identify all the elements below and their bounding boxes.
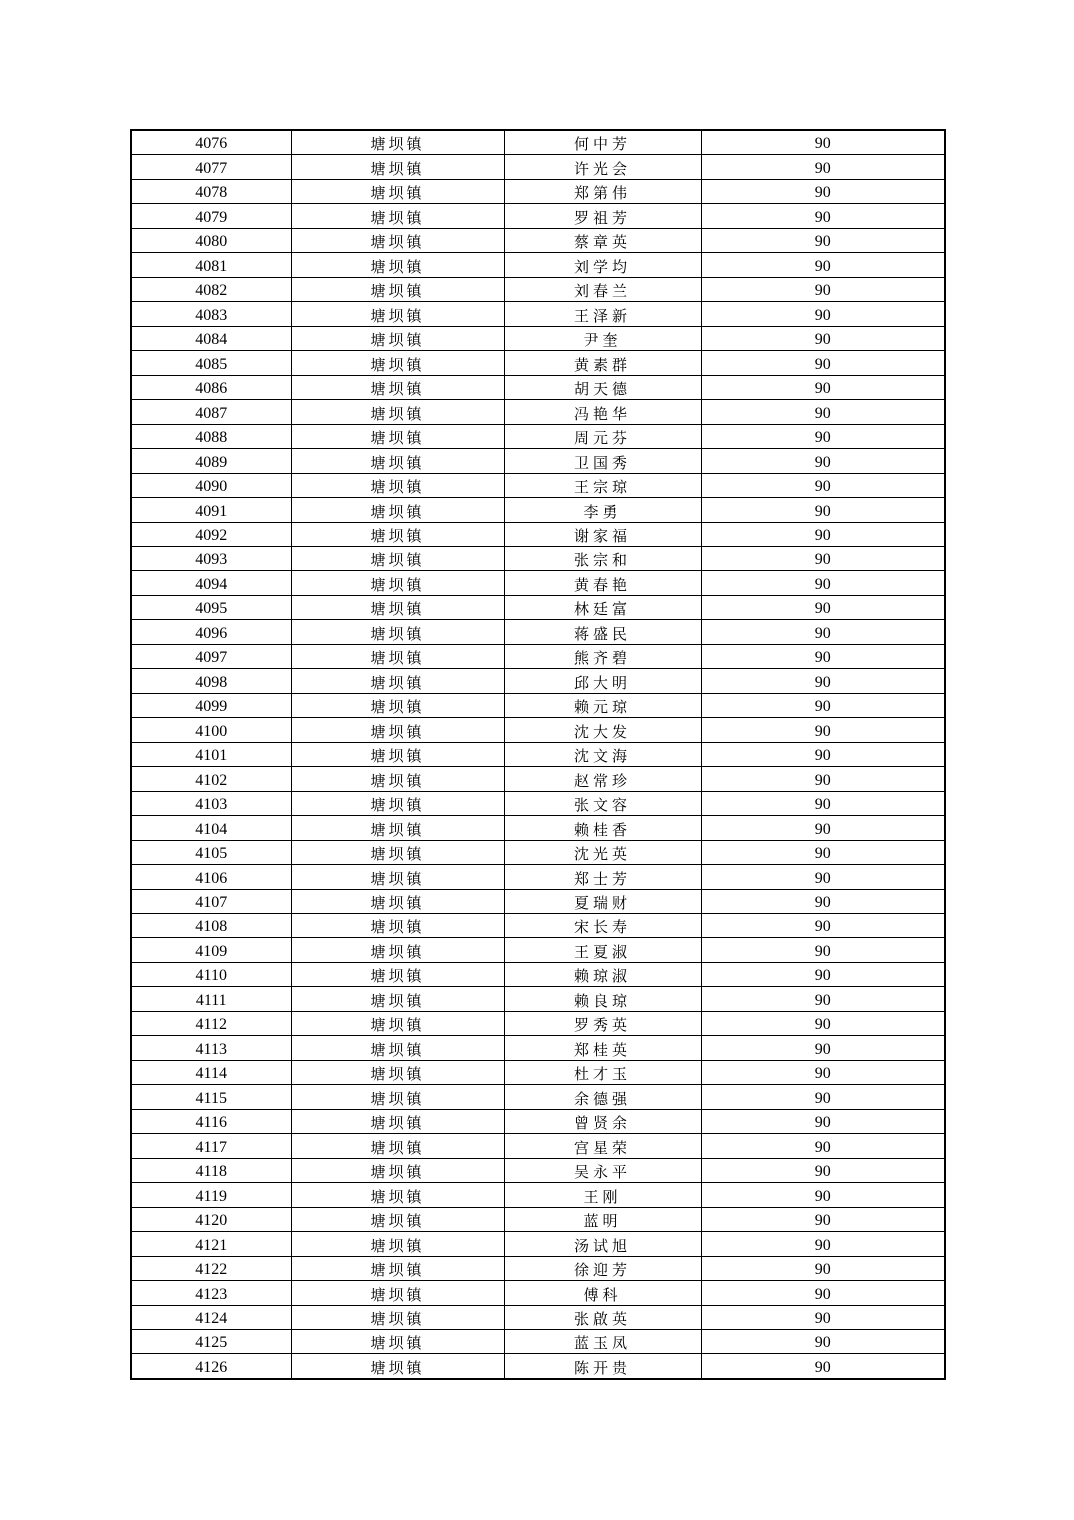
person-name-cell: 沈大发 [504,718,701,742]
table-row [131,571,945,595]
row-number-cell: 4092 [131,522,291,546]
row-number-cell: 4107 [131,889,291,913]
score-cell: 90 [701,718,945,742]
row-number-cell: 4114 [131,1060,291,1084]
person-name-cell: 陈开贵 [504,1354,701,1379]
person-name-cell: 罗秀英 [504,1011,701,1035]
person-name-cell: 宋长寿 [504,914,701,938]
score-cell: 90 [701,1207,945,1231]
person-name-cell: 张啟英 [504,1305,701,1329]
person-name-cell: 何中芳 [504,130,701,155]
score-cell: 90 [701,987,945,1011]
table-row [131,1281,945,1305]
score-cell: 90 [701,840,945,864]
town-cell: 塘坝镇 [291,1183,504,1207]
town-cell: 塘坝镇 [291,1354,504,1379]
town-cell: 塘坝镇 [291,375,504,399]
town-cell: 塘坝镇 [291,424,504,448]
table-row [131,962,945,986]
person-name-cell: 夏瑞财 [504,889,701,913]
table-row [131,522,945,546]
town-cell: 塘坝镇 [291,302,504,326]
row-number-cell: 4082 [131,277,291,301]
score-cell: 90 [701,1158,945,1182]
table-row [131,253,945,277]
row-number-cell: 4094 [131,571,291,595]
town-cell: 塘坝镇 [291,1060,504,1084]
table-row [131,742,945,766]
score-cell: 90 [701,914,945,938]
row-number-cell: 4121 [131,1232,291,1256]
table-row [131,473,945,497]
score-cell: 90 [701,669,945,693]
row-number-cell: 4115 [131,1085,291,1109]
person-name-cell: 王宗琼 [504,473,701,497]
town-cell: 塘坝镇 [291,1207,504,1231]
row-number-cell: 4095 [131,595,291,619]
row-number-cell: 4078 [131,179,291,203]
table-row [131,130,945,155]
score-cell: 90 [701,1085,945,1109]
table-row [131,351,945,375]
town-cell: 塘坝镇 [291,987,504,1011]
score-cell: 90 [701,644,945,668]
roster-table-body [131,130,945,1379]
row-number-cell: 4102 [131,767,291,791]
row-number-cell: 4126 [131,1354,291,1379]
person-name-cell: 赖桂香 [504,816,701,840]
row-number-cell: 4108 [131,914,291,938]
town-cell: 塘坝镇 [291,620,504,644]
table-row [131,669,945,693]
roster-table [130,129,946,1380]
table-row [131,1183,945,1207]
table-row [131,449,945,473]
row-number-cell: 4110 [131,962,291,986]
town-cell: 塘坝镇 [291,791,504,815]
town-cell: 塘坝镇 [291,1036,504,1060]
town-cell: 塘坝镇 [291,669,504,693]
person-name-cell: 蔡章英 [504,228,701,252]
town-cell: 塘坝镇 [291,962,504,986]
row-number-cell: 4080 [131,228,291,252]
person-name-cell: 王夏淑 [504,938,701,962]
table-row [131,424,945,448]
person-name-cell: 郑第伟 [504,179,701,203]
town-cell: 塘坝镇 [291,1158,504,1182]
table-row [131,1158,945,1182]
table-row [131,644,945,668]
score-cell: 90 [701,816,945,840]
table-row [131,1060,945,1084]
person-name-cell: 赖良琼 [504,987,701,1011]
town-cell: 塘坝镇 [291,1305,504,1329]
row-number-cell: 4122 [131,1256,291,1280]
score-cell: 90 [701,351,945,375]
table-row [131,1109,945,1133]
score-cell: 90 [701,571,945,595]
score-cell: 90 [701,179,945,203]
table-row [131,546,945,570]
person-name-cell: 胡天德 [504,375,701,399]
town-cell: 塘坝镇 [291,914,504,938]
town-cell: 塘坝镇 [291,571,504,595]
person-name-cell: 蒋盛民 [504,620,701,644]
table-row [131,375,945,399]
table-row [131,204,945,228]
table-row [131,1232,945,1256]
town-cell: 塘坝镇 [291,326,504,350]
row-number-cell: 4101 [131,742,291,766]
score-cell: 90 [701,473,945,497]
score-cell: 90 [701,1354,945,1379]
row-number-cell: 4119 [131,1183,291,1207]
row-number-cell: 4081 [131,253,291,277]
person-name-cell: 余德强 [504,1085,701,1109]
score-cell: 90 [701,693,945,717]
row-number-cell: 4100 [131,718,291,742]
table-row [131,302,945,326]
person-name-cell: 郑士芳 [504,865,701,889]
person-name-cell: 蓝明 [504,1207,701,1231]
table-row [131,840,945,864]
score-cell: 90 [701,1011,945,1035]
person-name-cell: 罗祖芳 [504,204,701,228]
person-name-cell: 尹奎 [504,326,701,350]
table-row [131,595,945,619]
person-name-cell: 赵常珍 [504,767,701,791]
row-number-cell: 4124 [131,1305,291,1329]
person-name-cell: 曾贤余 [504,1109,701,1133]
score-cell: 90 [701,498,945,522]
table-row [131,326,945,350]
score-cell: 90 [701,767,945,791]
score-cell: 90 [701,1109,945,1133]
person-name-cell: 周元芬 [504,424,701,448]
person-name-cell: 张文容 [504,791,701,815]
table-row [131,228,945,252]
person-name-cell: 邱大明 [504,669,701,693]
row-number-cell: 4098 [131,669,291,693]
table-row [131,791,945,815]
town-cell: 塘坝镇 [291,204,504,228]
town-cell: 塘坝镇 [291,742,504,766]
row-number-cell: 4086 [131,375,291,399]
person-name-cell: 谢家福 [504,522,701,546]
town-cell: 塘坝镇 [291,522,504,546]
score-cell: 90 [701,1281,945,1305]
town-cell: 塘坝镇 [291,228,504,252]
row-number-cell: 4083 [131,302,291,326]
row-number-cell: 4120 [131,1207,291,1231]
row-number-cell: 4091 [131,498,291,522]
person-name-cell: 宫星荣 [504,1134,701,1158]
score-cell: 90 [701,1134,945,1158]
table-row [131,400,945,424]
score-cell: 90 [701,326,945,350]
town-cell: 塘坝镇 [291,1011,504,1035]
row-number-cell: 4090 [131,473,291,497]
row-number-cell: 4105 [131,840,291,864]
row-number-cell: 4087 [131,400,291,424]
score-cell: 90 [701,1305,945,1329]
score-cell: 90 [701,791,945,815]
score-cell: 90 [701,277,945,301]
row-number-cell: 4096 [131,620,291,644]
town-cell: 塘坝镇 [291,1329,504,1353]
table-row [131,987,945,1011]
person-name-cell: 郑桂英 [504,1036,701,1060]
score-cell: 90 [701,302,945,326]
person-name-cell: 傅科 [504,1281,701,1305]
row-number-cell: 4104 [131,816,291,840]
town-cell: 塘坝镇 [291,816,504,840]
town-cell: 塘坝镇 [291,693,504,717]
score-cell: 90 [701,1256,945,1280]
person-name-cell: 赖琼淑 [504,962,701,986]
town-cell: 塘坝镇 [291,351,504,375]
person-name-cell: 冯艳华 [504,400,701,424]
table-row [131,498,945,522]
row-number-cell: 4099 [131,693,291,717]
table-row [131,865,945,889]
score-cell: 90 [701,889,945,913]
table-row [131,693,945,717]
person-name-cell: 黄素群 [504,351,701,375]
town-cell: 塘坝镇 [291,1085,504,1109]
row-number-cell: 4109 [131,938,291,962]
town-cell: 塘坝镇 [291,865,504,889]
table-row [131,1036,945,1060]
town-cell: 塘坝镇 [291,889,504,913]
person-name-cell: 徐迎芳 [504,1256,701,1280]
score-cell: 90 [701,522,945,546]
table-row [131,1256,945,1280]
town-cell: 塘坝镇 [291,644,504,668]
town-cell: 塘坝镇 [291,1256,504,1280]
town-cell: 塘坝镇 [291,130,504,155]
row-number-cell: 4097 [131,644,291,668]
score-cell: 90 [701,742,945,766]
score-cell: 90 [701,865,945,889]
person-name-cell: 卫国秀 [504,449,701,473]
table-row [131,155,945,179]
table-row [131,277,945,301]
row-number-cell: 4103 [131,791,291,815]
table-row [131,938,945,962]
score-cell: 90 [701,1232,945,1256]
person-name-cell: 黄春艳 [504,571,701,595]
row-number-cell: 4079 [131,204,291,228]
town-cell: 塘坝镇 [291,595,504,619]
row-number-cell: 4112 [131,1011,291,1035]
row-number-cell: 4088 [131,424,291,448]
person-name-cell: 张宗和 [504,546,701,570]
person-name-cell: 李勇 [504,498,701,522]
table-row [131,1305,945,1329]
score-cell: 90 [701,1060,945,1084]
table-row [131,1329,945,1353]
town-cell: 塘坝镇 [291,1232,504,1256]
score-cell: 90 [701,1329,945,1353]
score-cell: 90 [701,962,945,986]
person-name-cell: 熊齐碧 [504,644,701,668]
town-cell: 塘坝镇 [291,253,504,277]
town-cell: 塘坝镇 [291,938,504,962]
score-cell: 90 [701,620,945,644]
table-row [131,914,945,938]
table-row [131,1085,945,1109]
person-name-cell: 林廷富 [504,595,701,619]
score-cell: 90 [701,253,945,277]
row-number-cell: 4116 [131,1109,291,1133]
person-name-cell: 汤试旭 [504,1232,701,1256]
score-cell: 90 [701,228,945,252]
town-cell: 塘坝镇 [291,277,504,301]
score-cell: 90 [701,449,945,473]
row-number-cell: 4117 [131,1134,291,1158]
row-number-cell: 4085 [131,351,291,375]
score-cell: 90 [701,204,945,228]
row-number-cell: 4111 [131,987,291,1011]
person-name-cell: 赖元琼 [504,693,701,717]
score-cell: 90 [701,1036,945,1060]
table-row [131,1354,945,1379]
table-row [131,767,945,791]
table-row [131,179,945,203]
person-name-cell: 刘春兰 [504,277,701,301]
person-name-cell: 王泽新 [504,302,701,326]
town-cell: 塘坝镇 [291,155,504,179]
town-cell: 塘坝镇 [291,840,504,864]
table-row [131,718,945,742]
town-cell: 塘坝镇 [291,473,504,497]
score-cell: 90 [701,1183,945,1207]
town-cell: 塘坝镇 [291,718,504,742]
person-name-cell: 吴永平 [504,1158,701,1182]
table-row [131,1011,945,1035]
score-cell: 90 [701,130,945,155]
score-cell: 90 [701,400,945,424]
person-name-cell: 沈光英 [504,840,701,864]
town-cell: 塘坝镇 [291,179,504,203]
table-row [131,1134,945,1158]
row-number-cell: 4106 [131,865,291,889]
score-cell: 90 [701,424,945,448]
row-number-cell: 4093 [131,546,291,570]
row-number-cell: 4084 [131,326,291,350]
table-row [131,889,945,913]
table-row [131,1207,945,1231]
person-name-cell: 蓝玉凤 [504,1329,701,1353]
row-number-cell: 4077 [131,155,291,179]
town-cell: 塘坝镇 [291,1109,504,1133]
score-cell: 90 [701,595,945,619]
person-name-cell: 沈文海 [504,742,701,766]
town-cell: 塘坝镇 [291,1134,504,1158]
score-cell: 90 [701,938,945,962]
town-cell: 塘坝镇 [291,449,504,473]
score-cell: 90 [701,546,945,570]
table-row [131,620,945,644]
town-cell: 塘坝镇 [291,767,504,791]
person-name-cell: 许光会 [504,155,701,179]
person-name-cell: 刘学均 [504,253,701,277]
row-number-cell: 4113 [131,1036,291,1060]
town-cell: 塘坝镇 [291,498,504,522]
row-number-cell: 4123 [131,1281,291,1305]
score-cell: 90 [701,155,945,179]
table-row [131,816,945,840]
row-number-cell: 4125 [131,1329,291,1353]
town-cell: 塘坝镇 [291,546,504,570]
town-cell: 塘坝镇 [291,1281,504,1305]
person-name-cell: 杜才玉 [504,1060,701,1084]
town-cell: 塘坝镇 [291,400,504,424]
person-name-cell: 王刚 [504,1183,701,1207]
score-cell: 90 [701,375,945,399]
row-number-cell: 4089 [131,449,291,473]
row-number-cell: 4118 [131,1158,291,1182]
row-number-cell: 4076 [131,130,291,155]
